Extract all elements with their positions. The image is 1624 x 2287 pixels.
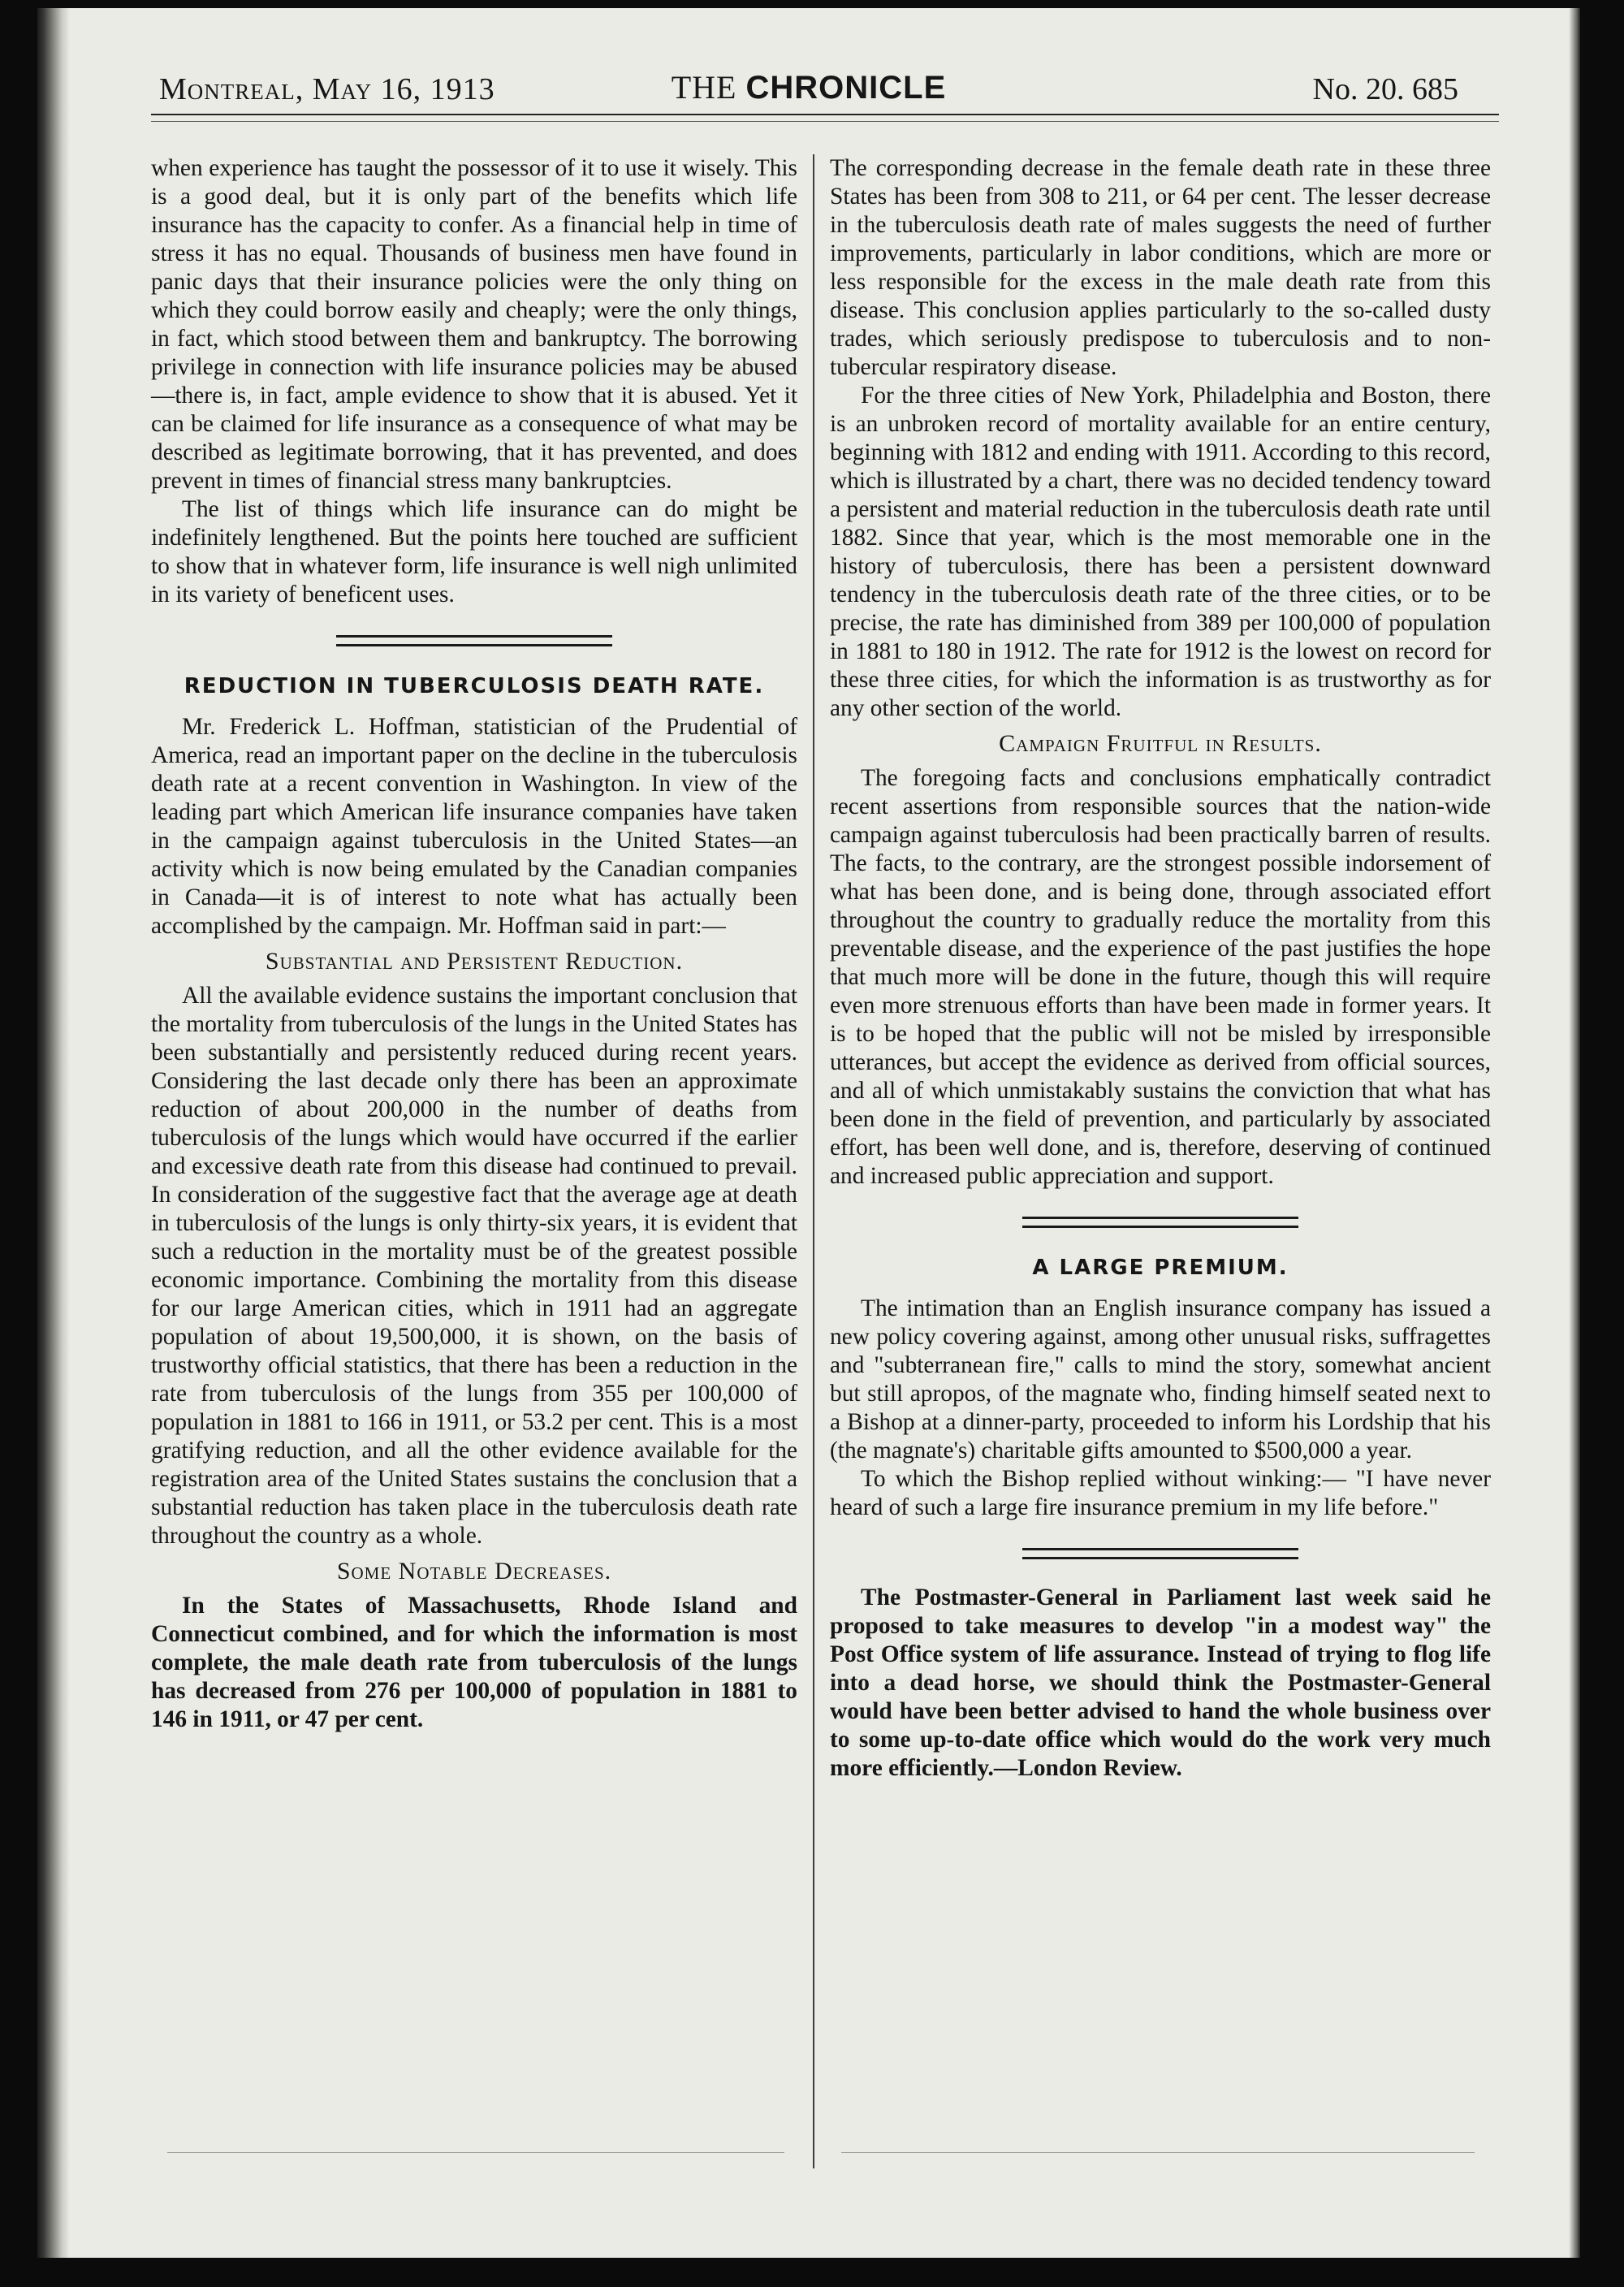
header-masthead (159, 68, 1458, 106)
left-paragraph-3: Mr. Frederick L. Hoffman, statistician of the Prudential of America, read an important paper on the decline in the tuberculosis death rate at a recent convention in Washington. In view of the leading part which American life insurance companies have taken in the campaign against tuberculosis in the United States—an activity which is now being emulated by the Canadian companies in Canada—it is of interest to note what has actually been accomplished by the campaign. Mr. Hoffman said in part:— (151, 714, 797, 939)
article-title-tuberculosis: REDUCTION IN TUBERCULOSIS DEATH RATE. (184, 674, 765, 698)
subhead-notable-decreases: Some Notable Decreases. (336, 1558, 612, 1584)
subhead-campaign-fruitful: Campaign Fruitful in Results. (999, 730, 1322, 757)
right-paragraph-4: The intimation than an English insurance company has issued a new policy covering against, among other unusual risks, suffragettes and "subterranean fire," calls to mind the story, somewhat ancient but still apropos, of the magnate who, finding himself seated next to a Bishop at a dinner-party, proceeded to inform his Lordship that his (the magnate's) charitable gifts amounted to $500,000 a year. (830, 1295, 1491, 1463)
header-double-rule (151, 114, 1499, 122)
left-paragraph-1: when experience has taught the possessor of it to use it wisely. This is a good deal, but it is only part of the benefits which life insurance has the capacity to confer. As a financial help in time of stress it has no equal. Thousands of business men have found in panic days that their insurance policies were the only thing on which they could borrow easily and cheaply; were the only things, in fact, which stood between them and bankruptcy. The borrowing privilege in connection with life insurance policies may be abused—there is, in fact, ample evidence to show that it is abused. Yet it can be claimed for life insurance as a consequence of what may be described as legitimate borrowing, that it has prevented, and does prevent in times of financial stress many bankruptcies. (151, 155, 797, 494)
newspaper-page (37, 8, 1580, 2258)
left-paragraph-4: All the available evidence sustains the important conclusion that the mortality from tuberculosis of the lungs in the United States has been substantially and persistently reduced during recent years. Considering the last decade only there has been an approximate reduction of about 200,000 in the number of deaths from tuberculosis of the lungs which would have occurred if the earlier and excessive death rate from this disease had continued to prevail. In consideration of the suggestive fact that the average age at death in tuberculosis of the lungs is only thirty-six years, it is evident that such a reduction in the mortality must be of the greatest possible economic importance. Combining the mortality from this disease for our large American cities, which in 1911 had an aggregate population of about 19,500,000, it is shown, on the basis of trustworthy official statistics, that there has been a reduction in the rate from tuberculosis of the lungs from 355 per 100,000 of population in 1881 to 166 in 1911, or 53.2 per cent. This is a most gratifying reduction, and all the other evidence available for the registration area of the United States sustains the conclusion that a substantial reduction has taken place in the tuberculosis death rate throughout the country as a whole. (151, 983, 797, 1549)
running-header (159, 65, 1458, 114)
left-column-foot-rule (167, 2152, 784, 2153)
page-right-edge (1569, 8, 1580, 2258)
binding-gutter-shadow (37, 8, 70, 2258)
masthead-chronicle: CHRONICLE (745, 70, 947, 106)
masthead-the: THE (671, 69, 746, 106)
section-divider (1022, 1217, 1298, 1228)
column-divider (813, 154, 814, 2168)
right-paragraph-6: The Postmaster-General in Parliament last week said he proposed to take measures to develop "in a modest way" the Post Office system of life assurance. Instead of trying to flog life into a dead horse, we should think the Postmaster-General would have been better advised to hand the whole business over to some up-to-date office which would do the work very much more efficiently.—London Review. (830, 1584, 1491, 1781)
left-paragraph-2: The list of things which life insurance can do might be indefinitely lengthened. But the points here touched are sufficient to show that in whatever form, life insurance is well nigh unlimited in its variety of beneficent uses. (151, 496, 797, 607)
right-paragraph-1: The corresponding decrease in the female death rate in these three States has been from 308 to 211, or 64 per cent. The lesser decrease in the tuberculosis death rate of males suggests the need of further improvements, particularly in labor conditions, which are more or less responsible for the excess in the male death rate from this disease. This conclusion applies particularly to the so-called dusty trades, which seriously predispose to tuberculosis and to non-tubercular respiratory disease. (830, 155, 1491, 380)
header-issue-page: No. 20. 685 (1312, 72, 1458, 106)
right-column-foot-rule (841, 2152, 1475, 2153)
article-title-large-premium: A LARGE PREMIUM. (1032, 1256, 1289, 1280)
section-divider (1022, 1548, 1298, 1559)
right-column (830, 154, 1491, 1783)
header-dateline: Montreal, May 16, 1913 (159, 72, 495, 106)
right-paragraph-5: To which the Bishop replied without winking:— "I have never heard of such a large fire insurance premium in my life before." (830, 1466, 1491, 1520)
subhead-substantial-reduction: Substantial and Persistent Reduction. (265, 948, 684, 975)
left-paragraph-5: In the States of Massachusetts, Rhode Island and Connecticut combined, and for which the information is most complete, the male death rate from tuberculosis of the lungs has decreased from 276 per 100,000 of population in 1881 to 146 in 1911, or 47 per cent. (151, 1593, 797, 1732)
right-paragraph-2: For the three cities of New York, Philadelphia and Boston, there is an unbroken record of mortality available for an entire century, beginning with 1812 and ending with 1911. According to this record, which is illustrated by a chart, there was no decided tendency toward a persistent and material reduction in the tuberculosis death rate until 1882. Since that year, which is the most memorable one in the history of tuberculosis, there has been a persistent downward tendency in the tuberculosis death rate of the three cities, or to be precise, the rate has diminished from 389 per 100,000 of population in 1881 to 180 in 1912. The rate for 1912 is the lowest on record for these three cities, for which the information is as trustworthy as for any other section of the world. (830, 383, 1491, 721)
left-column (151, 154, 797, 1734)
section-divider (336, 635, 612, 646)
right-paragraph-3: The foregoing facts and conclusions emphatically contradict recent assertions from responsible sources that the nation-wide campaign against tuberculosis had been practically barren of results. The facts, to the contrary, are the strongest possible indorsement of what has been done, and is being done, through associated effort throughout the country to gradually reduce the mortality from this preventable disease, and the experience of the past justifies the hope that much more will be done in the future, though this will require even more strenuous efforts than have been made in former years. It is to be hoped that the public will not be misled by irresponsible utterances, but accept the evidence as derived from official sources, and all of which unmistakably sustains the conviction that what has been done in the field of prevention, and particularly by associated effort, has been well done, and is, therefore, deserving of continued and increased public appreciation and support. (830, 765, 1491, 1189)
